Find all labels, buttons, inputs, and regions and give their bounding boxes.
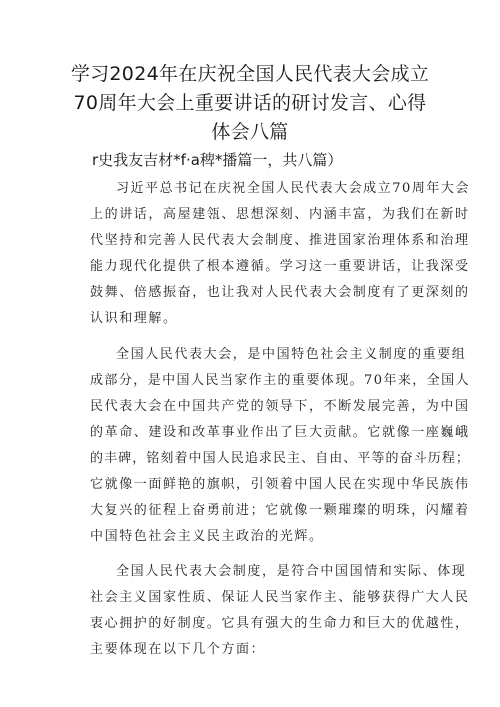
paragraph-2-line-1: 全国人民代表大会，是中国特色社会主义制度的重要组 [116,347,467,362]
paragraph-1-line-2: 上的讲话，高屋建瓴、思想深刻、内涵丰富，为我们在新时 [90,207,470,222]
paragraph-2-line-3: 民代表大会在中国共产党的领导下，不断发展完善，为中国 [90,399,470,414]
document-subtitle: r史我友吉材*f·a稗*播篇一，共八篇） [92,151,343,169]
paragraph-1-line-4: 能力现代化提供了根本遵循。学习这一重要讲话，让我深受 [90,259,470,274]
paragraph-1-line-1: 习近平总书记在庆祝全国人民代表大会成立70周年大会 [116,181,470,196]
paragraph-2-line-2: 成部分，是中国人民当家作主的重要体现。70年来，全国人 [90,373,470,388]
paragraph-3-line-1: 全国人民代表大会制度，是符合中国国情和实际、体现 [116,564,467,579]
paragraph-1-line-6: 认识和理解。 [90,311,178,326]
paragraph-3-line-3: 衷心拥护的好制度。它具有强大的生命力和巨大的优越性， [90,616,470,631]
paragraph-2-line-6: 它就像一面鲜艳的旗帜，引领着中国人民在实现中华民族伟 [90,477,470,492]
paragraph-1-line-3: 代坚持和完善人民代表大会制度、推进国家治理体系和治理 [90,233,470,248]
paragraph-3-line-2: 社会主义国家性质、保证人民当家作主、能够获得广大人民 [90,590,470,605]
paragraph-1-line-5: 鼓舞、倍感振奋，也让我对人民代表大会制度有了更深刻的 [90,285,470,300]
paragraph-3-line-4: 主要体现在以下几个方面： [90,642,266,657]
title-line-1: 学习2024年在庆祝全国人民代表大会成立 [70,63,430,85]
title-line-2: 70周年大会上重要讲话的研讨发言、心得 [73,92,427,114]
title-line-3: 体会八篇 [211,121,289,143]
paragraph-2-line-4: 的革命、建设和改革事业作出了巨大贡献。它就像一座巍峨 [90,425,470,440]
paragraph-2-line-5: 的丰碑，铭刻着中国人民追求民主、自由、平等的奋斗历程； [90,451,470,466]
paragraph-2-line-7: 大复兴的征程上奋勇前进；它就像一颗璀璨的明珠，闪耀着 [90,503,470,518]
paragraph-2-line-8: 中国特色社会主义民主政治的光辉。 [90,529,324,544]
document-title [60,60,440,147]
